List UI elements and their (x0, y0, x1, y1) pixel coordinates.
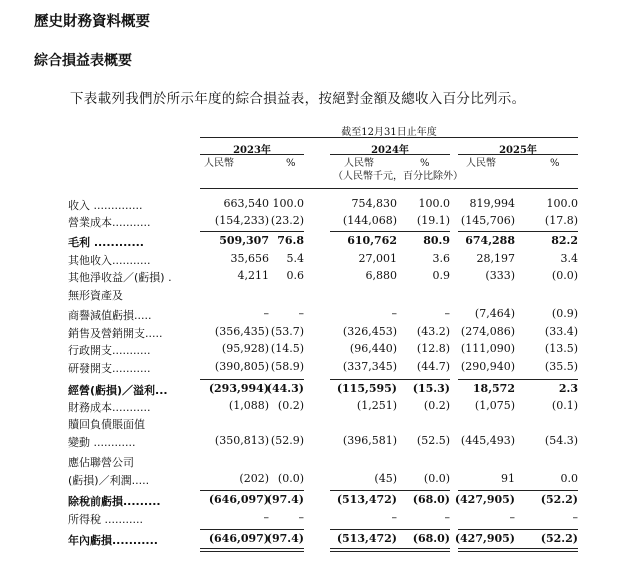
row-value-cell: 819,994 (469, 197, 515, 210)
subtotal-rule (330, 379, 450, 380)
row-value-cell: 6,880 (365, 269, 397, 282)
subtotal-rule (200, 379, 304, 380)
row-value-cell: (333) (485, 269, 515, 282)
row-value-cell: (23.2) (270, 214, 304, 227)
row-value-cell: (97.4) (266, 493, 304, 506)
row-label: 贖回負債賬面值 (68, 418, 145, 431)
row-value-cell: 82.2 (551, 234, 578, 247)
row-value-cell: (68.0) (412, 493, 450, 506)
row-value-cell: (7,464) (474, 307, 515, 320)
row-label: 應佔聯營公司 (68, 456, 134, 469)
row-value-cell: (427,905) (454, 493, 515, 506)
pct-label-2025: % (550, 158, 560, 169)
row-value-cell: 0.0 (560, 472, 578, 485)
year-2024-header: 2024年 (371, 145, 409, 156)
row-value-cell: (52.2) (540, 532, 578, 545)
row-value-cell: 80.9 (423, 234, 450, 247)
row-value-cell: (513,472) (336, 493, 397, 506)
row-label: 商譽減值虧損..... (68, 309, 152, 322)
row-value-cell: (144,068) (342, 214, 397, 227)
row-label: 財務成本........... (68, 401, 151, 414)
row-value-cell: – (444, 511, 450, 524)
pct-label-2023: % (286, 158, 296, 169)
row-value-cell: (19.1) (416, 214, 450, 227)
row-value-cell: (111,090) (460, 342, 515, 355)
row-value-cell: (356,435) (214, 325, 269, 338)
row-value-cell: 4,211 (237, 269, 269, 282)
row-value-cell: (0.2) (277, 399, 304, 412)
row-value-cell: (13.5) (544, 342, 578, 355)
row-label: 變動 ............ (68, 436, 136, 449)
row-value-cell: (1,075) (474, 399, 515, 412)
row-value-cell: (646,097) (208, 532, 269, 545)
row-value-cell: – (263, 511, 269, 524)
row-value-cell: (52.5) (416, 434, 450, 447)
row-value-cell: 3.6 (432, 252, 450, 265)
row-value-cell: (350,813) (214, 434, 269, 447)
intro-text: 下表載列我們於所示年度的綜合損益表，按絕對金額及總收入百分比列示。 (70, 91, 526, 107)
row-value-cell: 91 (501, 472, 515, 485)
row-value-cell: (0.9) (551, 307, 578, 320)
row-label: 銷售及營銷開支..... (68, 327, 163, 340)
row-label: 毛利 ............ (68, 236, 144, 249)
row-value-cell: 610,762 (347, 234, 397, 247)
row-value-cell: (0.0) (551, 269, 578, 282)
subtotal-rule (200, 231, 304, 232)
row-value-cell: (396,581) (342, 434, 397, 447)
subtotal-rule (200, 490, 304, 491)
row-value-cell: 27,001 (358, 252, 397, 265)
row-value-cell: (154,233) (214, 214, 269, 227)
row-value-cell: (513,472) (336, 532, 397, 545)
total-double-rule (330, 551, 450, 552)
row-value-cell: (0.2) (423, 399, 450, 412)
row-value-cell: (97.4) (266, 532, 304, 545)
row-value-cell: (274,086) (460, 325, 515, 338)
row-label: 所得稅 ........... (68, 513, 143, 526)
row-value-cell: 3.4 (560, 252, 578, 265)
row-value-cell: (96,440) (349, 342, 397, 355)
subtotal-rule (330, 490, 450, 491)
row-value-cell: (44.7) (416, 360, 450, 373)
subtotal-rule (458, 231, 578, 232)
subtotal-rule (330, 231, 450, 232)
row-value-cell: (293,994) (208, 382, 269, 395)
row-value-cell: (0.0) (423, 472, 450, 485)
row-label: 其他收入........... (68, 254, 151, 267)
row-label: 其他淨收益／(虧損) . (68, 271, 172, 284)
rmb-label-2024: 人民幣 (344, 158, 374, 169)
total-double-rule (330, 548, 450, 549)
row-value-cell: (45) (374, 472, 397, 485)
row-value-cell: 2.3 (558, 382, 578, 395)
subsection-title: 綜合損益表概要 (34, 53, 132, 69)
pct-label-2024: % (420, 158, 430, 169)
row-value-cell: 100.0 (272, 197, 304, 210)
row-value-cell: (52.9) (270, 434, 304, 447)
year-2023-header: 2023年 (233, 145, 271, 156)
row-value-cell: (58.9) (270, 360, 304, 373)
section-title: 歷史財務資料概要 (34, 14, 150, 30)
row-value-cell: (1,088) (228, 399, 269, 412)
row-label: 無形資產及 (68, 289, 123, 302)
row-label: 經營(虧損)／溢利... (68, 384, 168, 397)
row-value-cell: 100.0 (546, 197, 578, 210)
year-2025-header: 2025年 (499, 145, 537, 156)
subtotal-rule (200, 529, 304, 530)
row-value-cell: (54.3) (544, 434, 578, 447)
row-value-cell: 18,572 (472, 382, 515, 395)
row-value-cell: 754,830 (351, 197, 397, 210)
row-value-cell: 0.6 (286, 269, 304, 282)
row-value-cell: (35.5) (544, 360, 578, 373)
row-value-cell: – (263, 307, 269, 320)
row-value-cell: 0.9 (432, 269, 450, 282)
row-value-cell: (95,928) (221, 342, 269, 355)
row-label: 年內虧損........... (68, 534, 158, 547)
row-value-cell: (33.4) (544, 325, 578, 338)
row-value-cell: (1,251) (356, 399, 397, 412)
row-value-cell: (326,453) (342, 325, 397, 338)
row-value-cell: (0.0) (277, 472, 304, 485)
row-value-cell: (202) (239, 472, 269, 485)
subtotal-rule (458, 529, 578, 530)
row-value-cell: 28,197 (476, 252, 515, 265)
row-value-cell: (43.2) (416, 325, 450, 338)
rmb-label-2025: 人民幣 (466, 158, 496, 169)
row-value-cell: (12.8) (416, 342, 450, 355)
row-value-cell: (52.2) (540, 493, 578, 506)
row-value-cell: – (444, 307, 450, 320)
row-value-cell: (390,805) (214, 360, 269, 373)
unit-note: （人民幣千元，百分比除外） (333, 171, 463, 182)
total-double-rule (200, 548, 304, 549)
row-value-cell: (337,345) (342, 360, 397, 373)
row-value-cell: (15.3) (412, 382, 450, 395)
row-value-cell: (68.0) (412, 532, 450, 545)
subtotal-rule (458, 379, 578, 380)
row-label: 行政開支........... (68, 344, 151, 357)
row-value-cell: 5.4 (286, 252, 304, 265)
total-double-rule (458, 551, 578, 552)
row-value-cell: – (572, 511, 578, 524)
row-value-cell: (0.1) (551, 399, 578, 412)
row-label: 收入 .............. (68, 199, 143, 212)
row-value-cell: 35,656 (230, 252, 269, 265)
row-value-cell: – (391, 307, 397, 320)
row-value-cell: (14.5) (270, 342, 304, 355)
row-value-cell: – (298, 307, 304, 320)
row-value-cell: (115,595) (336, 382, 397, 395)
row-label: (虧損)／利潤..... (68, 474, 150, 487)
row-value-cell: (17.8) (544, 214, 578, 227)
period-header: 截至12月31日止年度 (341, 127, 437, 138)
row-label: 研發開支........... (68, 362, 151, 375)
row-label: 除稅前虧損......... (68, 495, 161, 508)
subtotal-rule (330, 529, 450, 530)
subtotal-rule (458, 490, 578, 491)
total-double-rule (200, 551, 304, 552)
row-value-cell: (427,905) (454, 532, 515, 545)
row-value-cell: (445,493) (460, 434, 515, 447)
row-value-cell: (145,706) (460, 214, 515, 227)
row-value-cell: (290,940) (460, 360, 515, 373)
row-value-cell: – (391, 511, 397, 524)
row-value-cell: 100.0 (418, 197, 450, 210)
total-double-rule (458, 548, 578, 549)
row-label: 營業成本........... (68, 216, 151, 229)
row-value-cell: – (298, 511, 304, 524)
row-value-cell: (44.3) (266, 382, 304, 395)
rmb-label-2023: 人民幣 (204, 158, 234, 169)
row-value-cell: – (509, 511, 515, 524)
row-value-cell: 76.8 (277, 234, 304, 247)
row-value-cell: 509,307 (219, 234, 269, 247)
row-value-cell: (53.7) (270, 325, 304, 338)
row-value-cell: (646,097) (208, 493, 269, 506)
row-value-cell: 663,540 (223, 197, 269, 210)
row-value-cell: 674,288 (465, 234, 515, 247)
